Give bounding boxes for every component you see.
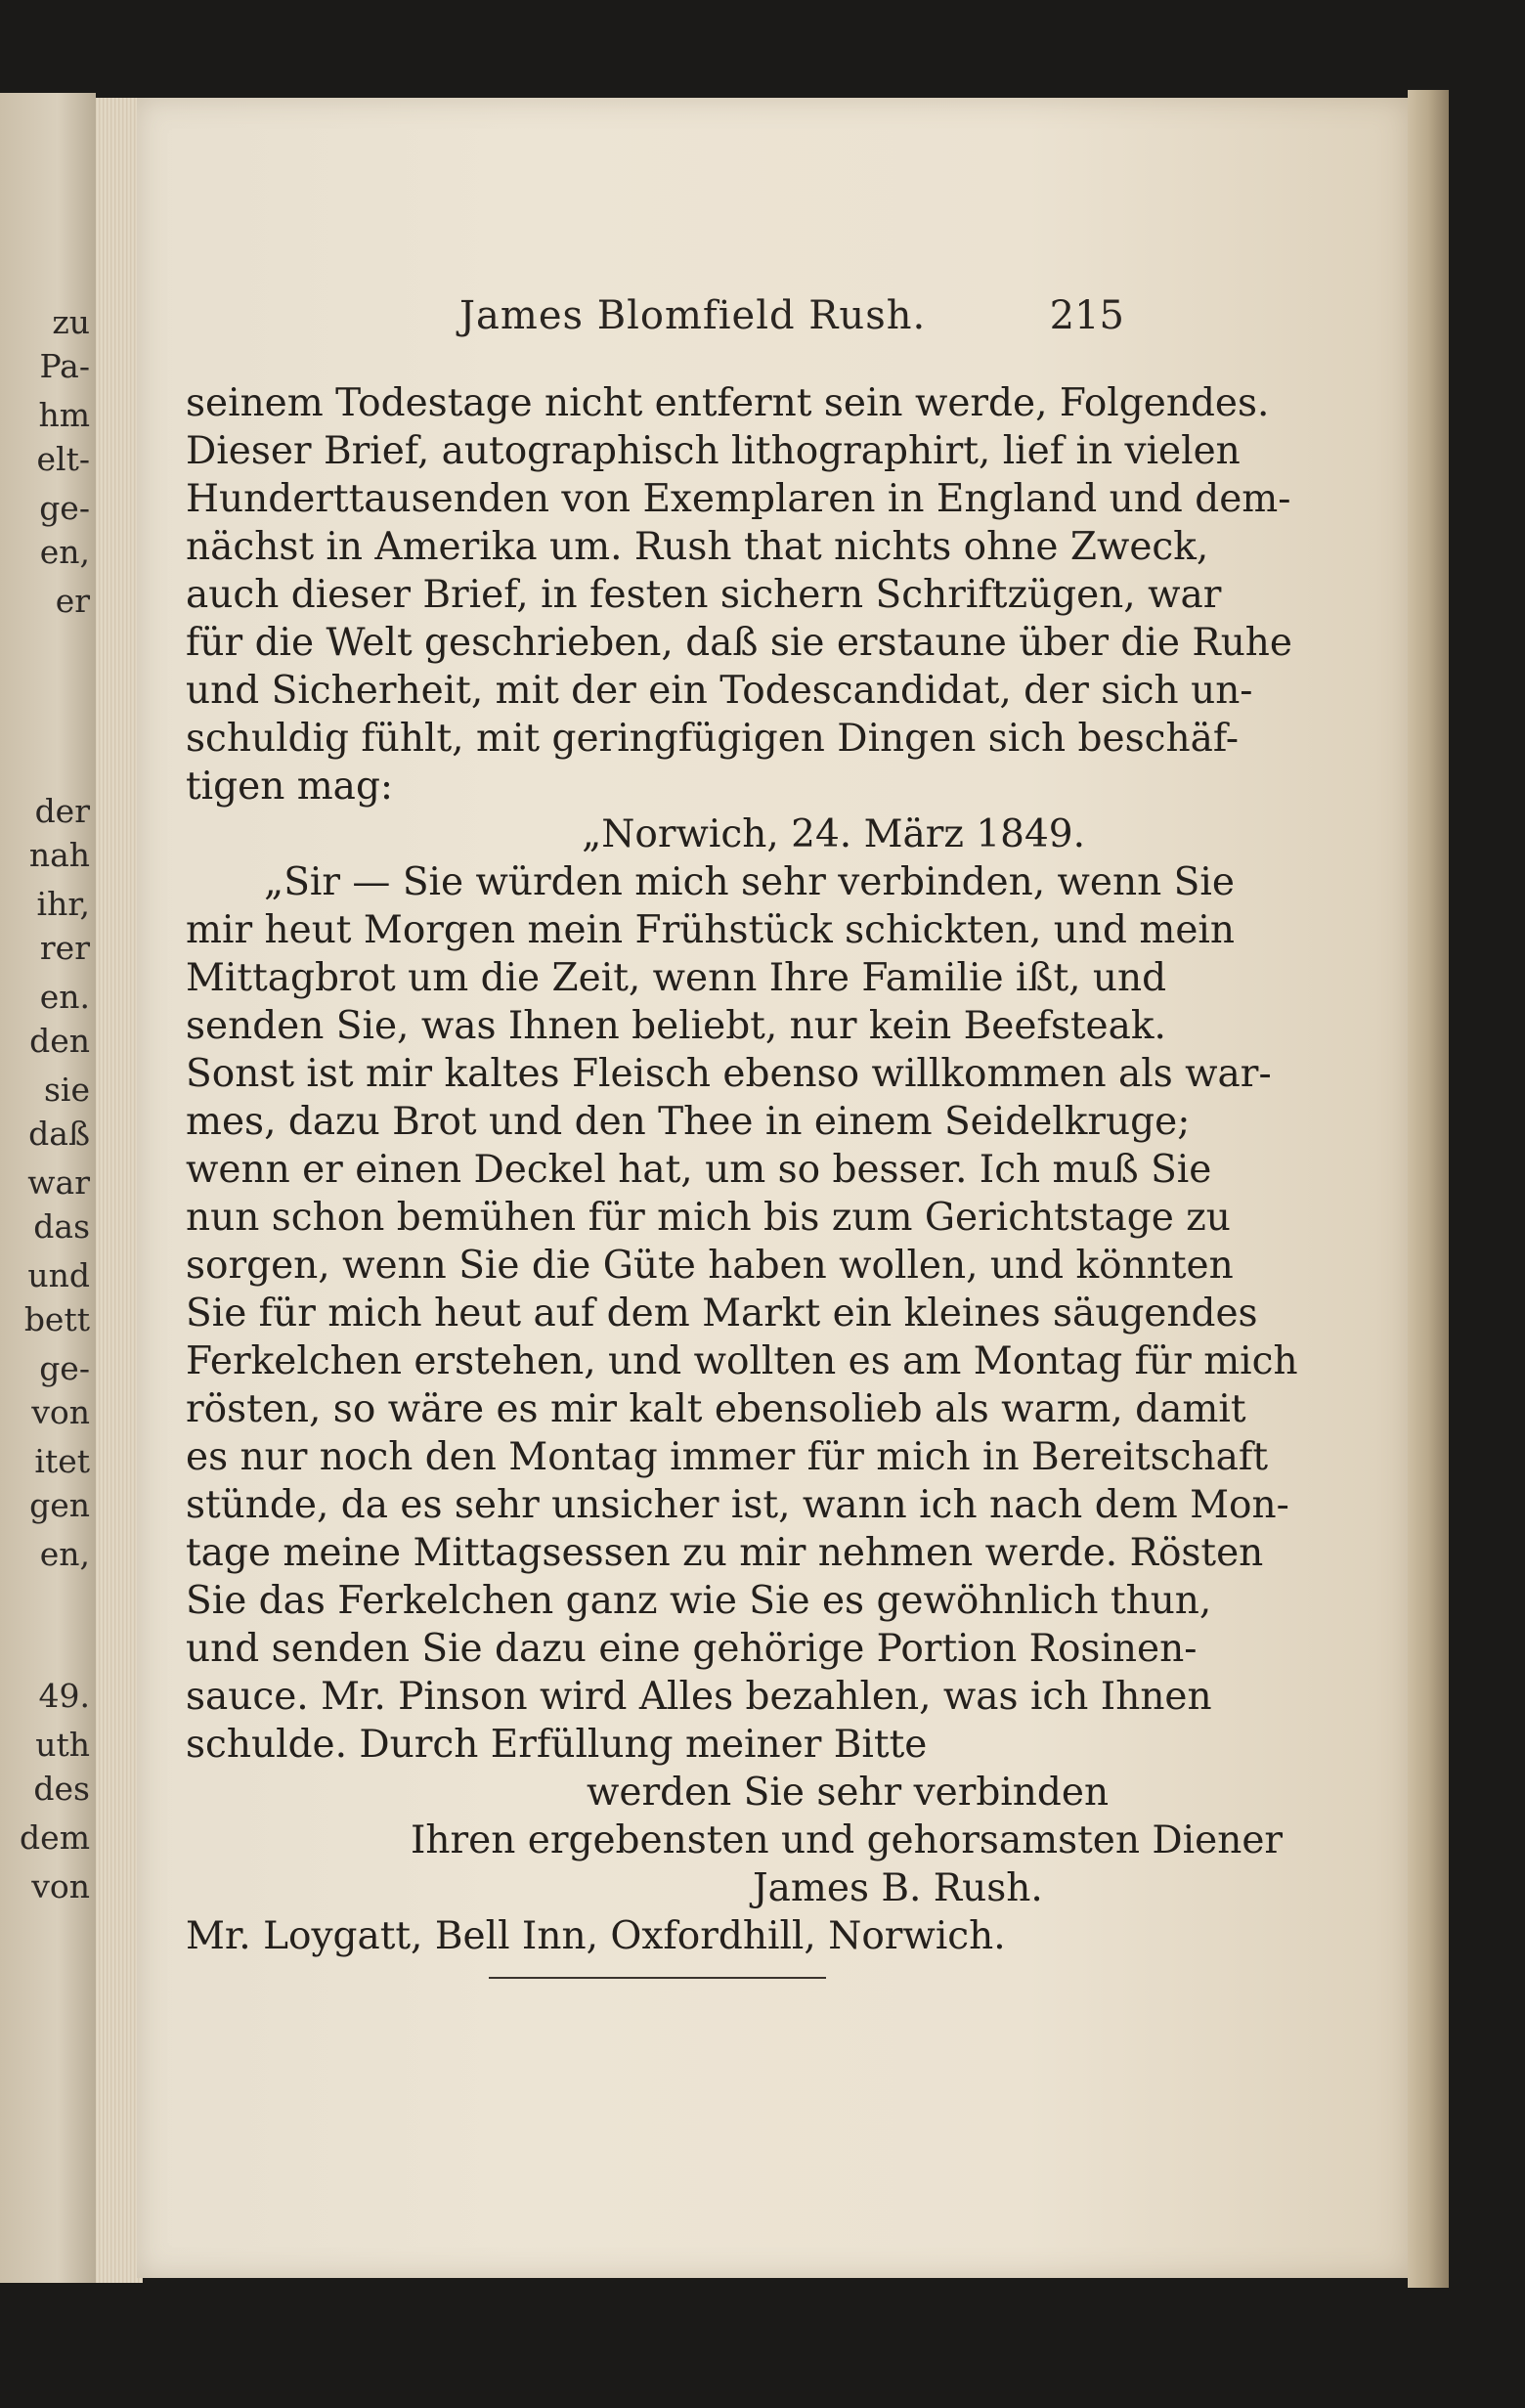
- text-line: seinem Todestage nicht entfernt sein werde, Folgendes.: [186, 381, 1270, 425]
- text-line: Dieser Brief, autographisch lithographirt, lief in vielen: [186, 429, 1241, 473]
- previous-page-fragment: war: [27, 1163, 90, 1202]
- previous-page-fragment: uth: [35, 1726, 90, 1764]
- previous-page-fragment: und: [27, 1256, 90, 1294]
- letter-line: Mittagbrot um die Zeit, wenn Ihre Familie ißt, und: [186, 956, 1167, 1000]
- letter-line: Sonst ist mir kaltes Fleisch ebenso willkommen als war-: [186, 1052, 1272, 1096]
- letter-address: Mr. Loygatt, Bell Inn, Oxfordhill, Norwich.: [186, 1914, 1006, 1958]
- letter-closing: werden Sie sehr verbinden: [587, 1771, 1110, 1815]
- previous-page-fragment: en,: [39, 533, 90, 571]
- previous-page-fragment: von: [31, 1867, 90, 1905]
- previous-page-fragment: daß: [28, 1115, 90, 1153]
- text-line: Hunderttausenden von Exemplaren in England und dem-: [186, 477, 1291, 521]
- text-line: auch dieser Brief, in festen sichern Schriftzügen, war: [186, 573, 1222, 617]
- previous-page-fragment: ge-: [39, 489, 90, 527]
- letter-line: Sie für mich heut auf dem Markt ein kleines säugendes: [186, 1292, 1258, 1335]
- letter-line: Ferkelchen erstehen, und wollten es am Montag für mich: [186, 1339, 1298, 1383]
- previous-page-fragment: hm: [38, 396, 90, 434]
- previous-page-fragment: gen: [29, 1486, 90, 1524]
- previous-page-fragment: en.: [39, 978, 90, 1016]
- previous-page-fragment: 49.: [38, 1677, 90, 1715]
- letter-line: schulde. Durch Erfüllung meiner Bitte: [186, 1723, 928, 1767]
- running-title: James Blomfield Rush.: [459, 293, 927, 338]
- letter-line: rösten, so wäre es mir kalt ebensolieb als warm, damit: [186, 1387, 1246, 1431]
- previous-page-fragment: Pa-: [39, 347, 90, 385]
- text-line: für die Welt geschrieben, daß sie erstaune über die Ruhe: [186, 621, 1293, 665]
- text-line: nächst in Amerika um. Rush that nichts ohne Zweck,: [186, 525, 1209, 569]
- previous-page-fragment: rer: [39, 929, 90, 967]
- letter-signature: James B. Rush.: [753, 1866, 1043, 1910]
- letter-line: sauce. Mr. Pinson wird Alles bezahlen, was ich Ihnen: [186, 1675, 1212, 1719]
- letter-closing: Ihren ergebensten und gehorsamsten Diener: [411, 1818, 1284, 1862]
- previous-page-fragment: dem: [20, 1818, 90, 1857]
- letter-dateline: „Norwich, 24. März 1849.: [582, 812, 1085, 856]
- letter-line: mes, dazu Brot und den Thee in einem Seidelkruge;: [186, 1100, 1191, 1144]
- previous-page-fragment: ihr,: [36, 885, 90, 923]
- page-number: 215: [1049, 293, 1124, 338]
- text-line: und Sicherheit, mit der ein Todescandidat, der sich un-: [186, 669, 1253, 713]
- previous-page-fragment: elt-: [36, 440, 90, 478]
- letter-line: senden Sie, was Ihnen beliebt, nur kein Beefsteak.: [186, 1004, 1166, 1048]
- previous-page-fragment: von: [31, 1393, 90, 1431]
- previous-page-fragment: den: [29, 1022, 90, 1060]
- page-body: [186, 379, 1298, 1960]
- previous-page-fragment: ge-: [39, 1349, 90, 1387]
- text-line: tigen mag:: [186, 765, 394, 809]
- previous-page-fragment: der: [34, 792, 90, 830]
- letter-line: mir heut Morgen mein Frühstück schickten, und mein: [186, 908, 1235, 952]
- text-line: schuldig fühlt, mit geringfügigen Dingen sich beschäf-: [186, 717, 1240, 761]
- letter-line: stünde, da es sehr unsicher ist, wann ich nach dem Mon-: [186, 1483, 1289, 1527]
- letter-line: sorgen, wenn Sie die Güte haben wollen, und könnten: [186, 1244, 1234, 1288]
- letter-line: „Sir — Sie würden mich sehr verbinden, wenn Sie: [264, 860, 1235, 904]
- previous-page-fragment: en,: [39, 1535, 90, 1573]
- previous-page-fragment: nah: [28, 836, 90, 874]
- book-gutter: [96, 98, 143, 2283]
- letter-line: nun schon bemühen für mich bis zum Gerichtstage zu: [186, 1196, 1231, 1240]
- section-rule: [489, 1977, 826, 1979]
- previous-page-fragment: sie: [43, 1071, 90, 1109]
- letter-line: wenn er einen Deckel hat, um so besser. Ich muß Sie: [186, 1148, 1212, 1192]
- previous-page-fragment: zu: [52, 303, 90, 341]
- page-fore-edge: [1408, 90, 1449, 2288]
- previous-page-fragment: bett: [23, 1300, 90, 1338]
- previous-page-edge: [0, 93, 96, 2283]
- letter-line: und senden Sie dazu eine gehörige Portion Rosinen-: [186, 1627, 1198, 1671]
- previous-page-fragment: itet: [34, 1442, 90, 1480]
- previous-page-fragment: des: [33, 1770, 90, 1808]
- previous-page-fragment: das: [33, 1207, 90, 1246]
- letter-line: tage meine Mittagsessen zu mir nehmen werde. Rösten: [186, 1531, 1264, 1575]
- letter-line: es nur noch den Montag immer für mich in Bereitschaft: [186, 1435, 1268, 1479]
- letter-line: Sie das Ferkelchen ganz wie Sie es gewöhnlich thun,: [186, 1579, 1212, 1623]
- previous-page-fragment: er: [55, 582, 90, 620]
